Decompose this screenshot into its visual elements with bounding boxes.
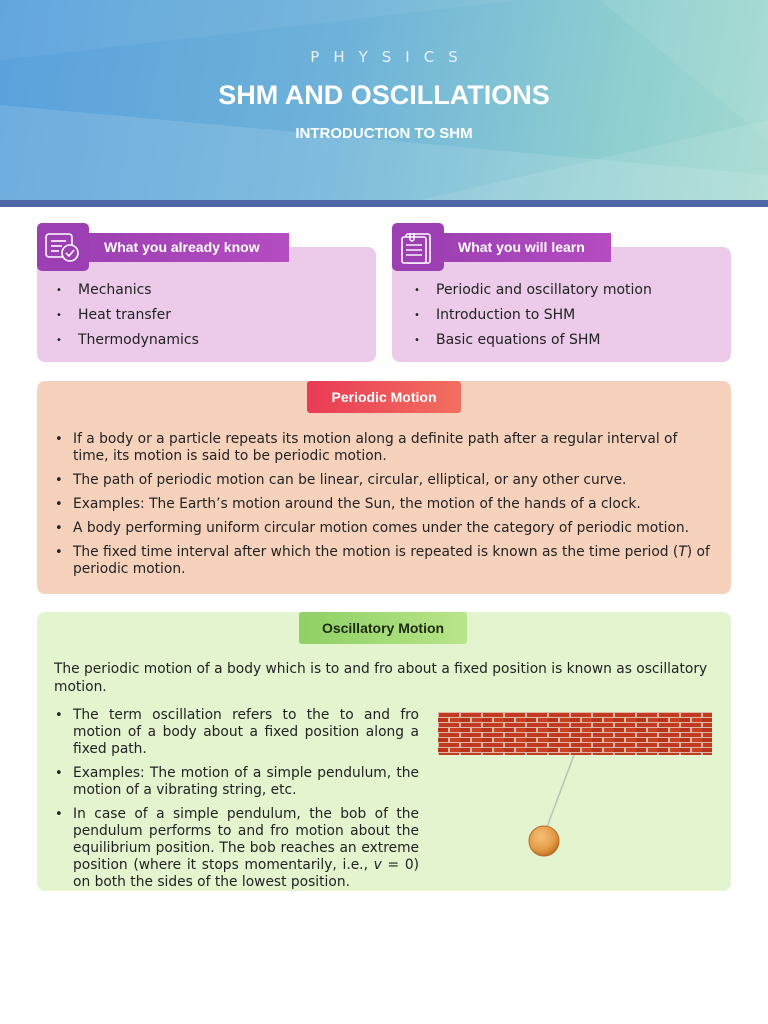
oscillatory-motion-title: Oscillatory Motion: [299, 612, 467, 644]
velocity-symbol: v: [373, 857, 382, 873]
ceiling-wall: [438, 712, 712, 755]
page-title: SHM AND OSCILLATIONS: [218, 80, 550, 110]
list-item: • Heat transfer: [56, 303, 199, 328]
list-item: • Periodic and oscillatory motion: [414, 278, 652, 303]
list-item: • Examples: The motion of a simple pendulum, the motion of a vibrating string, etc.: [55, 765, 419, 799]
checklist-icon: [37, 223, 89, 271]
already-know-title: What you already know: [60, 233, 289, 262]
list-item: • Introduction to SHM: [414, 303, 652, 328]
list-item: • If a body or a particle repeats its motion along a definite path after a regular interval of time, its motion is said to be periodic motion.: [55, 431, 715, 465]
list-item: • The path of periodic motion can be linear, circular, elliptical, or any other curve.: [55, 472, 715, 489]
oscillatory-intro: The periodic motion of a body which is to and fro about a fixed position is known as oscillatory motion.: [54, 661, 708, 695]
page-subtitle: INTRODUCTION TO SHM: [295, 125, 473, 142]
list-item: • Mechanics: [56, 278, 199, 303]
pendulum-string: [547, 755, 574, 827]
will-learn-title: What you will learn: [415, 233, 611, 262]
list-item: • Thermodynamics: [56, 328, 199, 353]
text-segment: The fixed time interval after which the motion is repeated is known as the time period (: [73, 544, 679, 560]
periodic-motion-title: Periodic Motion: [307, 381, 461, 413]
text-segment: ) on both the sides of the lowest position.: [73, 857, 419, 890]
pendulum-illustration: [438, 712, 714, 860]
text-segment: = 0: [381, 857, 414, 873]
periodic-motion-list: [55, 431, 715, 585]
list-item: • Basic equations of SHM: [414, 328, 652, 353]
header-divider: [0, 200, 768, 207]
pendulum-bob: [529, 826, 559, 856]
header-banner: [0, 0, 768, 200]
text-segment: ) of periodic motion.: [73, 544, 710, 577]
list-item: [55, 544, 715, 578]
list-item: • A body performing uniform circular motion comes under the category of periodic motion.: [55, 520, 715, 537]
already-know-list: [56, 278, 199, 353]
list-item: • Examples: The Earth’s motion around the Sun, the motion of the hands of a clock.: [55, 496, 715, 513]
text-segment: In case of a simple pendulum, the bob of the pendulum performs to and fro motion about the equilibrium position. The bob reaches an extreme position (where it stops momentarily, i.e.,: [73, 806, 419, 873]
time-period-symbol: T: [678, 544, 687, 560]
will-learn-list: [414, 278, 652, 353]
subject-label: PHYSICS: [310, 48, 472, 66]
notepad-icon: [392, 223, 444, 271]
oscillatory-motion-list: [55, 707, 419, 898]
list-item: • The term oscillation refers to the to and fro motion of a body about a fixed position along a fixed path.: [55, 707, 419, 758]
list-item: [55, 806, 419, 891]
